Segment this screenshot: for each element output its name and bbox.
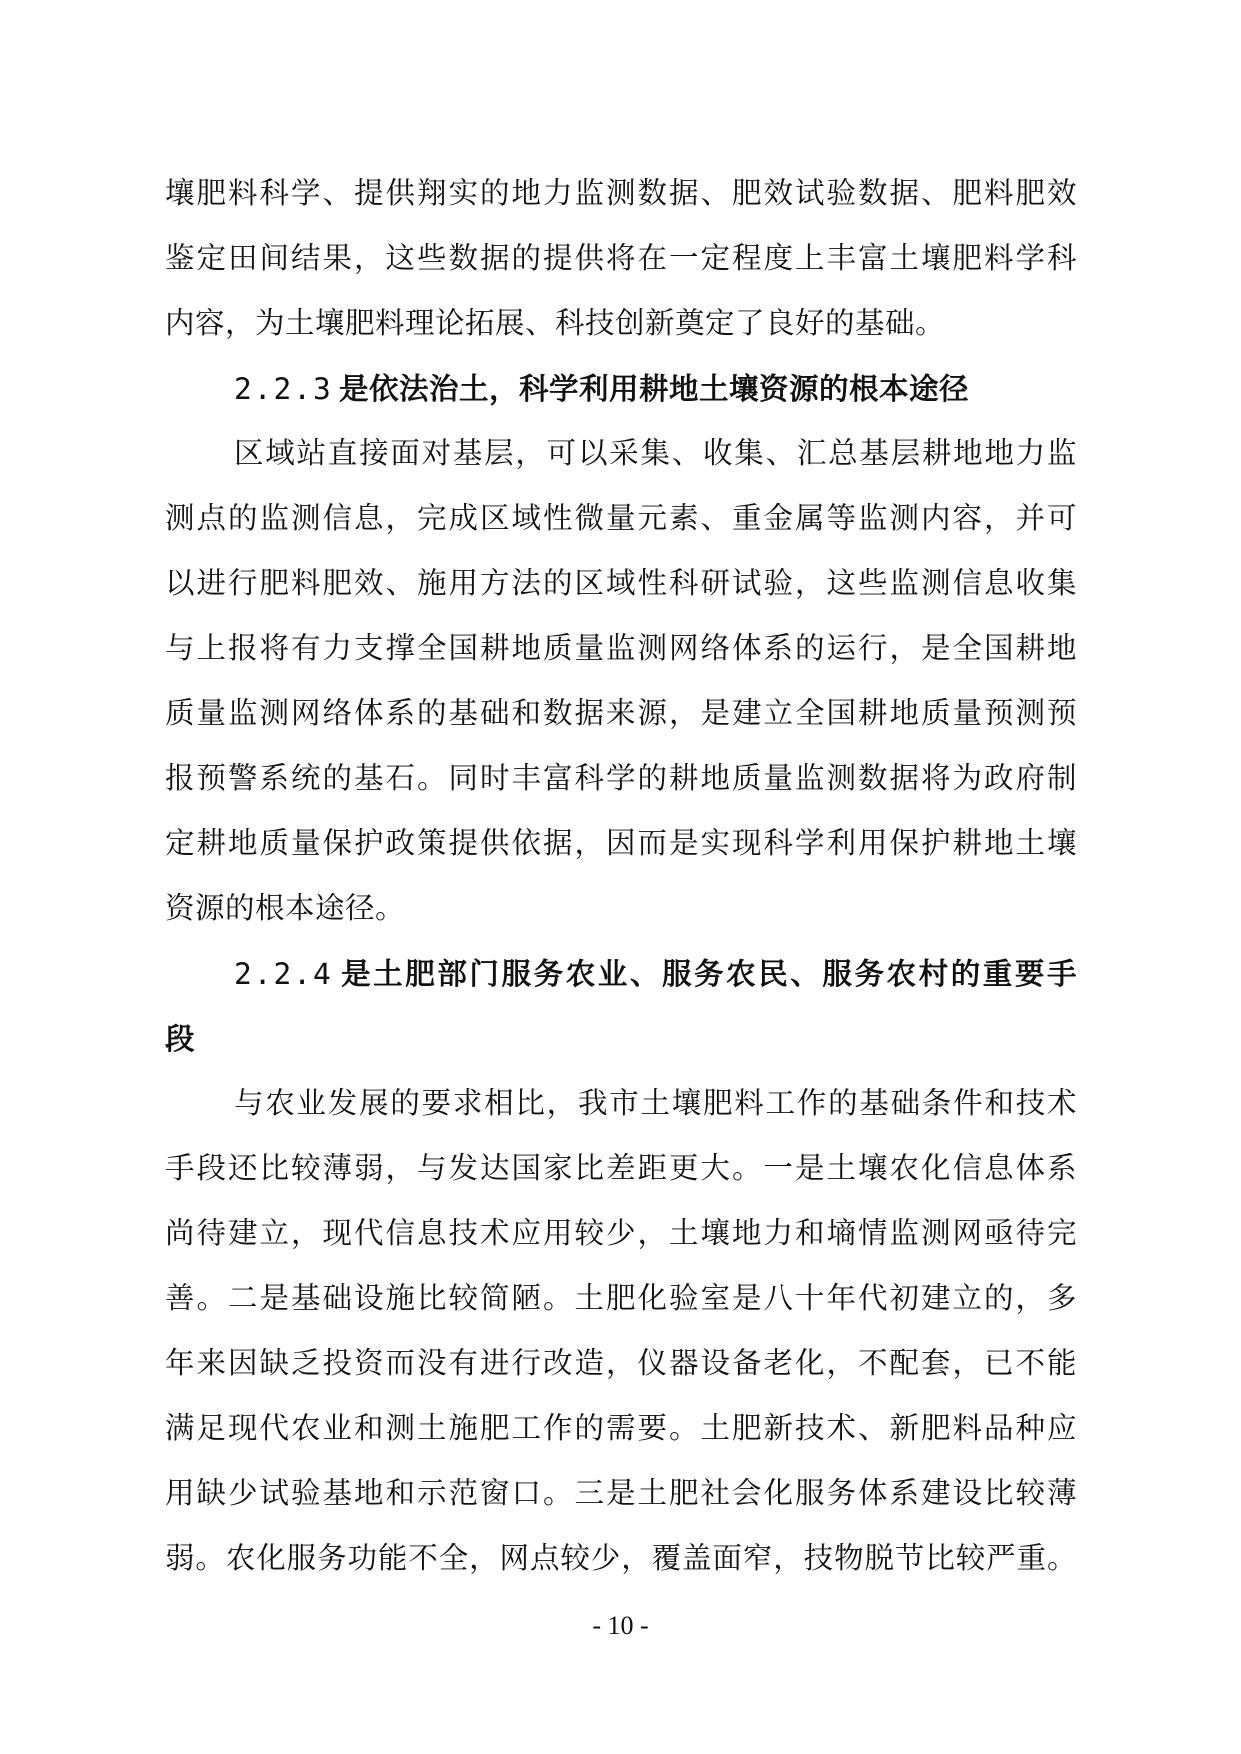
section-heading-2-2-4 — [165, 941, 1077, 1071]
paragraph-line: 尚待建立，现代信息技术应用较少，土壤地力和墒情监测网亟待完 — [165, 1216, 1077, 1250]
section-number: 2.2.4 — [234, 957, 333, 991]
paragraph-line: 资源的根本途径。 — [165, 891, 406, 925]
paragraph-line: 报预警系统的基石。同时丰富科学的耕地质量监测数据将为政府制 — [165, 761, 1077, 795]
section-heading-line: 段 — [165, 1021, 196, 1056]
paragraph-line: 壤肥料科学、提供翔实的地力监测数据、肥效试验数据、肥料肥效 — [165, 176, 1077, 210]
paragraph-line: 与上报将有力支撑全国耕地质量监测网络体系的运行，是全国耕地 — [165, 631, 1077, 665]
paragraph-line: 用缺少试验基地和示范窗口。三是土肥社会化服务体系建设比较薄 — [165, 1476, 1077, 1510]
paragraph-line: 测点的监测信息，完成区域性微量元素、重金属等监测内容，并可 — [165, 501, 1077, 535]
paragraph-line: 质量监测网络体系的基础和数据来源，是建立全国耕地质量预测预 — [165, 696, 1077, 730]
paragraph-line: 区域站直接面对基层，可以采集、收集、汇总基层耕地地力监 — [234, 436, 1077, 470]
paragraph-line: 与农业发展的要求相比，我市土壤肥料工作的基础条件和技术 — [234, 1086, 1077, 1120]
paragraph-line: 鉴定田间结果，这些数据的提供将在一定程度上丰富土壤肥料学科 — [165, 241, 1077, 275]
paragraph-continuation — [165, 161, 1077, 356]
paragraph-line: 满足现代农业和测土施肥工作的需要。土肥新技术、新肥料品种应 — [165, 1411, 1077, 1445]
paragraph-conditions — [165, 1071, 1077, 1591]
section-number: 2.2.3 — [234, 372, 333, 406]
paragraph-line: 弱。农化服务功能不全，网点较少，覆盖面窄，技物脱节比较严重。 — [165, 1541, 1077, 1575]
page-body — [165, 161, 1077, 1591]
paragraph-line: 年来因缺乏投资而没有进行改造，仪器设备老化，不配套，已不能 — [165, 1346, 1077, 1380]
paragraph-line: 手段还比较薄弱，与发达国家比差距更大。一是土壤农化信息体系 — [165, 1151, 1077, 1185]
section-title: 是土肥部门服务农业、服务农民、服务农村的重要手 — [339, 956, 1077, 991]
section-heading-line — [165, 941, 1077, 1006]
paragraph-line: 定耕地质量保护政策提供依据，因而是实现科学利用保护耕地土壤 — [165, 826, 1077, 860]
paragraph-line: 以进行肥料肥效、施用方法的区域性科研试验，这些监测信息收集 — [165, 566, 1077, 600]
paragraph-line: 善。二是基础设施比较简陋。土肥化验室是八十年代初建立的，多 — [165, 1281, 1077, 1315]
section-heading-2-2-3 — [165, 356, 1077, 421]
paragraph-monitoring — [165, 421, 1077, 941]
section-title: 是依法治土，科学利用耕地土壤资源的根本途径 — [339, 371, 970, 406]
page-number: - 10 - — [592, 1611, 649, 1640]
paragraph-line: 内容，为土壤肥料理论拓展、科技创新奠定了良好的基础。 — [165, 306, 946, 340]
